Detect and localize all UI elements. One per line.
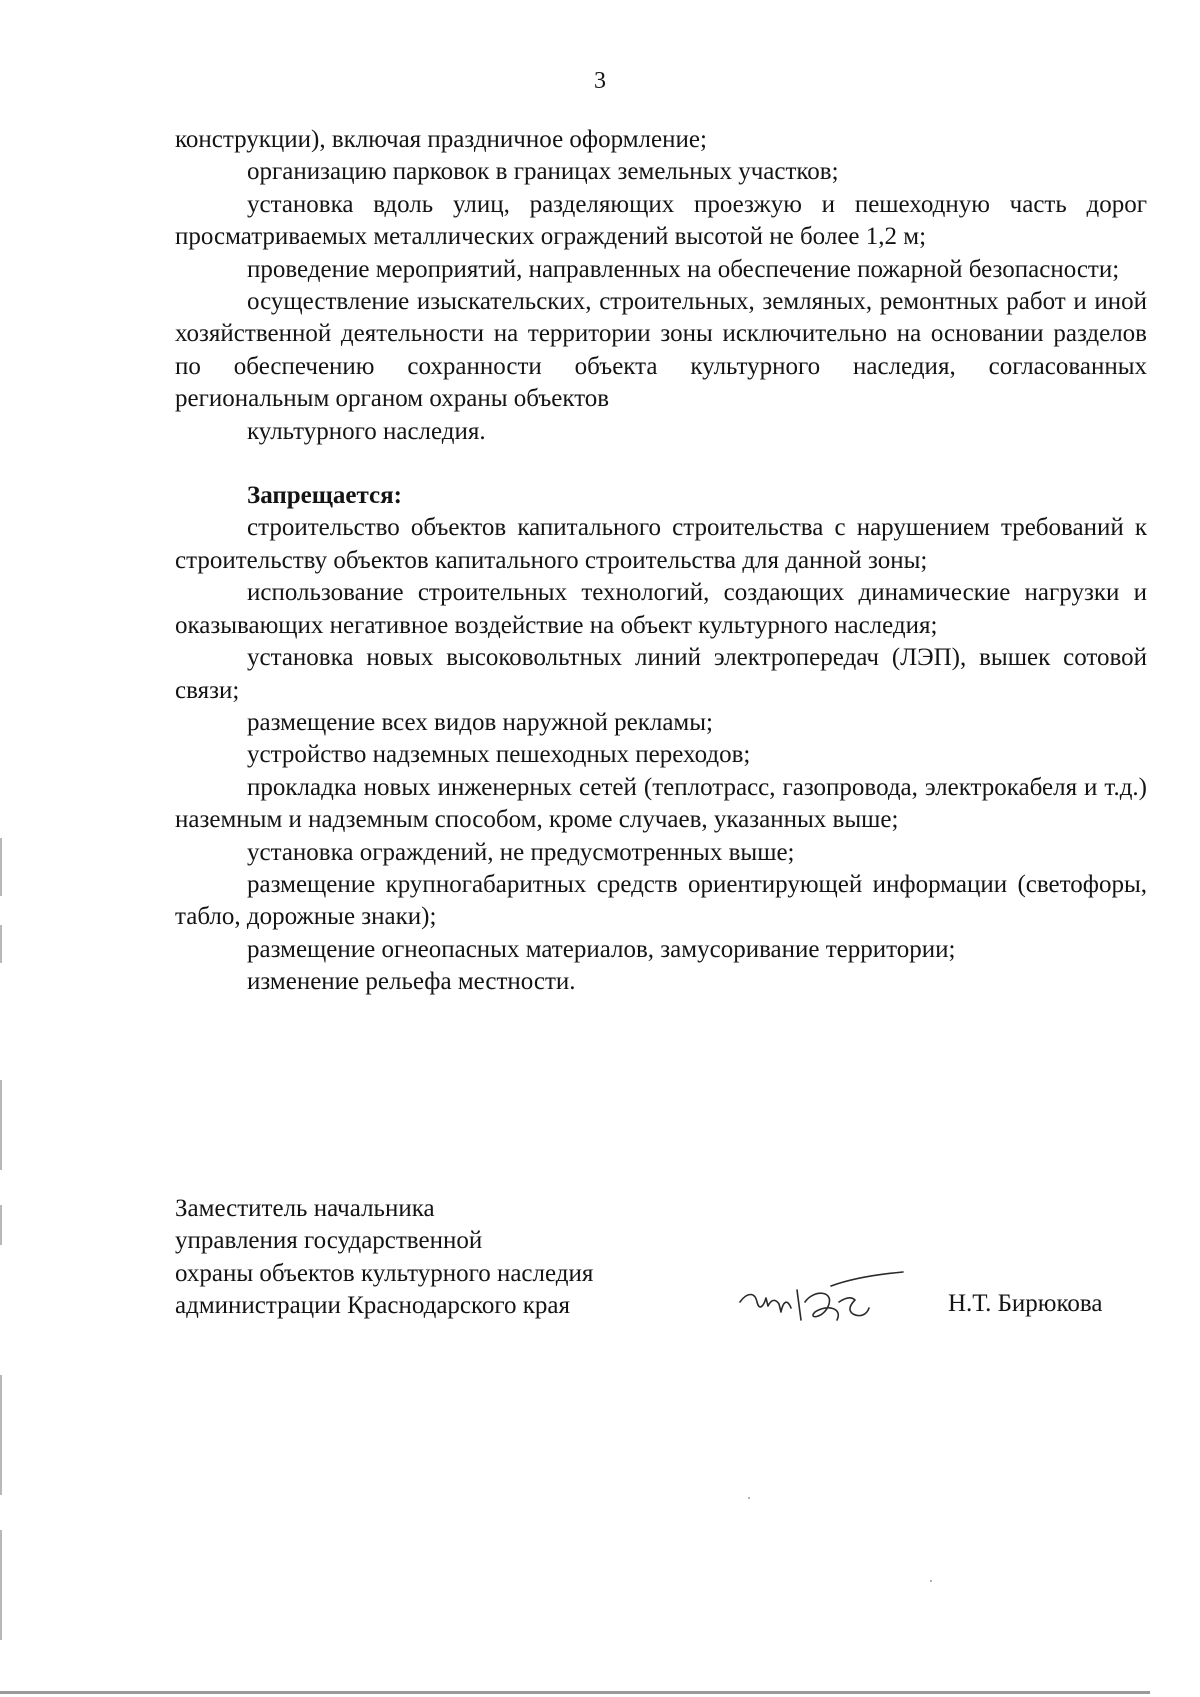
permitted-item: установка вдоль улиц, разделяющих проезжую и пешеходную часть дорог просматриваемых металлических ограждений высотой не более 1,2 м; xyxy=(175,190,1147,251)
signatory-position-line: администрации Краснодарского края xyxy=(175,1292,571,1320)
scan-margin-mark xyxy=(0,838,2,896)
scan-margin-mark xyxy=(0,925,2,963)
signatory-position xyxy=(175,1193,593,1323)
scan-margin-mark xyxy=(0,1205,2,1245)
prohibited-item: прокладка новых инженерных сетей (теплотрасс, газопровода, электрокабеля и т.д.) наземным и надземным способом, кроме случаев, указанных выше; xyxy=(175,773,1147,834)
permitted-item: проведение мероприятий, направленных на обеспечение пожарной безопасности; xyxy=(247,255,1120,283)
prohibited-item: изменение рельефа местности. xyxy=(247,968,576,996)
signatory-position-line: Заместитель начальника xyxy=(175,1195,435,1222)
scan-speck xyxy=(930,1580,932,1582)
permitted-item: осуществление изыскательских, строительных, земляных, ремонтных работ и иной хозяйственной деятельности на территории зоны исключительно на основании разделов по обеспечению сохранности объекта культурного наследия, согласованных региональным органом охраны объектов xyxy=(175,288,1147,413)
permitted-item: организацию парковок в границах земельных участков; xyxy=(247,158,839,186)
document-body xyxy=(175,124,1147,999)
handwritten-signature xyxy=(735,1268,915,1338)
scan-bottom-edge xyxy=(0,1691,1150,1694)
prohibited-item: устройство надземных пешеходных переходов; xyxy=(247,741,751,769)
scan-margin-mark xyxy=(0,1375,2,1495)
permitted-item: культурного наследия. xyxy=(247,417,486,445)
scan-margin-mark xyxy=(0,1530,2,1640)
prohibited-item: использование строительных технологий, создающих динамические нагрузки и оказывающих негативное воздействие на объект культурного наследия; xyxy=(175,579,1147,639)
prohibited-item: размещение всех видов наружной рекламы; xyxy=(247,708,713,736)
signatory-name: Н.Т. Бирюкова xyxy=(948,1290,1103,1317)
permitted-item: конструкции), включая праздничное оформление; xyxy=(175,126,707,153)
prohibited-item: установка новых высоковольтных линий электропередач (ЛЭП), вышек сотовой связи; xyxy=(175,644,1147,704)
signatory-position-line: управления государственной xyxy=(175,1227,483,1255)
prohibited-item: строительство объектов капитального строительства с нарушением требований к строительству объектов капитального строительства для данной зоны; xyxy=(175,514,1147,574)
prohibited-item: установка ограждений, не предусмотренных выше; xyxy=(247,838,795,866)
prohibited-heading: Запрещается: xyxy=(247,482,403,510)
scan-margin-mark xyxy=(0,1080,2,1170)
prohibited-item: размещение крупногабаритных средств ориентирующей информации (светофоры, табло, дорожные знаки); xyxy=(175,870,1147,931)
signatory-position-line: охраны объектов культурного наследия xyxy=(175,1259,594,1287)
page-number: 3 xyxy=(594,68,606,94)
prohibited-item: размещение огнеопасных материалов, замусоривание территории; xyxy=(247,935,956,963)
scan-speck xyxy=(748,1497,750,1499)
